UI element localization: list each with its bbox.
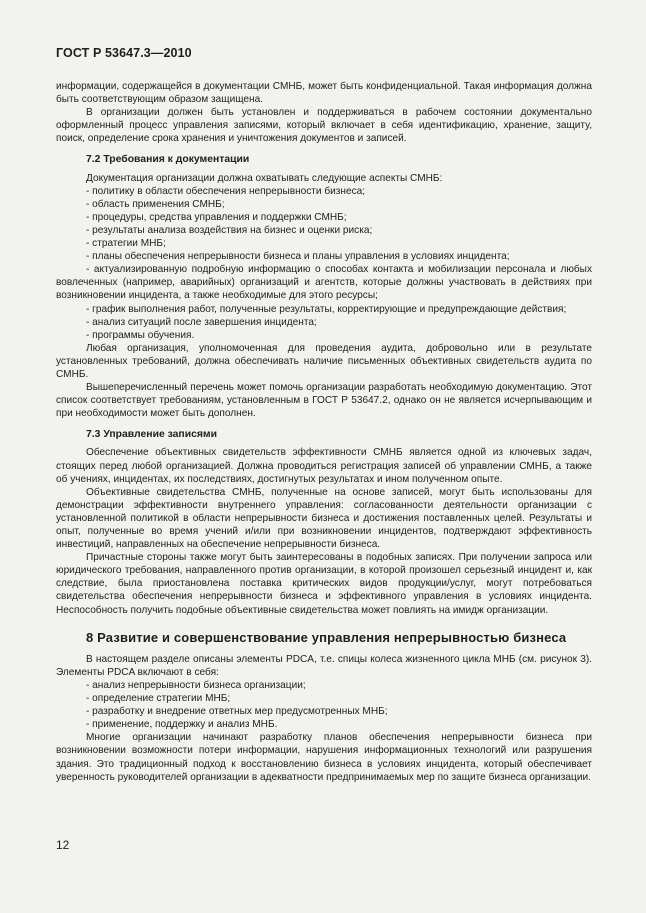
list-item: - программы обучения. — [86, 329, 195, 341]
list-item: - график выполнения работ, полученные результаты, корректирующие и предупреждающие действия; — [86, 303, 567, 315]
list-item: - процедуры, средства управления и поддержки СМНБ; — [86, 211, 347, 223]
list-item: - результаты анализа воздействия на бизнес и оценки риска; — [86, 224, 373, 236]
subsection-heading: 7.3 Управление записями — [86, 429, 218, 441]
paragraph: Многие организации начинают разработку планов обеспечения непрерывности бизнеса при возникновении возможности потери информации, нарушения информационных технологий или разрушения здания. Это традиционный подход к восстановлению бизнеса в условиях инцидента, который обеспечивает уверенность руководителей организации в адекватности предпринимаемых мер по защите бизнеса организации. — [56, 732, 592, 783]
list-item: - стратегии МНБ; — [86, 238, 166, 250]
document-header: ГОСТ Р 53647.3—2010 — [56, 46, 192, 60]
list-item: - анализ непрерывности бизнеса организации; — [86, 679, 306, 691]
paragraph: Причастные стороны также могут быть заинтересованы в подобных записях. При получении запроса или юридического требования, направленного против организации, в которой произошел серьезный инцидент и, как следствие, была приостановлена поставка критических видов продукции/услуг, могут потребоваться свидетельства обеспечения непрерывности бизнеса и эффективного управления в условиях инцидента. Неспособность получить подобные объективные свидетельства может повлиять на имидж организации. — [56, 552, 592, 616]
list-item: - определение стратегии МНБ; — [86, 693, 231, 705]
list-item: - разработку и внедрение ответных мер предусмотренных МНБ; — [86, 706, 388, 718]
paragraph: - актуализированную подробную информацию о способах контакта и мобилизации персонала и любых вовлеченных (например, аварийных) организаций и агентств, которые должны участвовать в действиях при возникновении инцидента, а также необходимые для этого ресурсы; — [56, 264, 592, 302]
list-item: - применение, поддержку и анализ МНБ. — [86, 719, 278, 731]
list-item: - анализ ситуаций после завершения инцидента; — [86, 316, 317, 328]
page-number: 12 — [56, 838, 70, 852]
paragraph: Обеспечение объективных свидетельств эффективности СМНБ является одной из ключевых задач, стоящих перед любой организацией. Должна проводиться регистрация записей об управлении СМНБ, а также об учениях, инцидентах, их последствиях, достигнутых результатах и ином полученном опыте. — [56, 447, 592, 485]
paragraph: В организации должен быть установлен и поддерживаться в рабочем состоянии документально оформленный процесс управления записями, который включает в себя идентификацию, хранение, защиту, поиск, определение срока хранения и уничтожения документов и записей. — [56, 107, 592, 145]
paragraph: Вышеперечисленный перечень может помочь организации разработать необходимую документацию. Этот список соответствует требованиям, установленным в ГОСТ Р 53647.2, однако он не является исчерпывающим и при необходимости может быть дополнен. — [56, 382, 592, 420]
paragraph: В настоящем разделе описаны элементы PDCA, т.е. спицы колеса жизненного цикла МНБ (см. рисунок 3). Элементы PDCA включают в себя: — [56, 653, 592, 678]
paragraph: Любая организация, уполномоченная для проведения аудита, добровольно или в результате установленных требований, должна обеспечивать наличие письменных объективных свидетельств аудита по СМНБ. — [56, 342, 592, 380]
document-body — [56, 80, 592, 784]
list-item: - планы обеспечения непрерывности бизнеса и планы управления в условиях инцидента; — [86, 251, 510, 263]
paragraph: информации, содержащейся в документации СМНБ, может быть конфиденциальной. Такая информация должна быть соответствующим образом защищена. — [56, 81, 592, 106]
paragraph: Документация организации должна охватывать следующие аспекты СМНБ: — [86, 172, 443, 184]
list-item: - политику в области обеспечения непрерывности бизнеса; — [86, 185, 366, 197]
subsection-heading: 7.2 Требования к документации — [86, 154, 250, 166]
paragraph: Объективные свидетельства СМНБ, полученные на основе записей, могут быть использованы для демонстрации эффективности внутреннего управления: согласованности деятельности организации с установленной политикой в области непрерывности бизнеса и достижения поставленных целей. Результаты и опыт, полученные во время учений и/или при возникновении инцидентов, подтверждают эффективность инвестиций, направленных на обеспечение непрерывности бизнеса. — [56, 486, 592, 551]
list-item: - область применения СМНБ; — [86, 198, 225, 210]
section-heading: 8 Развитие и совершенствование управления непрерывностью бизнеса — [86, 629, 567, 645]
